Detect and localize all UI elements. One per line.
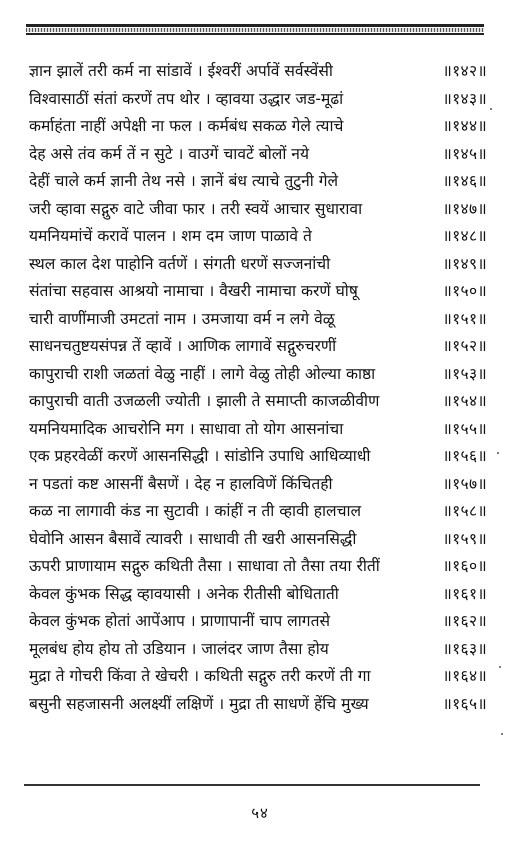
verse-text: जरी व्हावा सद्गुरु वाटे जीवा फार । तरी स्वयें आचार सुधारावा — [29, 199, 363, 218]
scan-speck — [490, 108, 492, 110]
verse-line — [29, 113, 487, 141]
footer-rule — [24, 784, 480, 786]
scan-speck — [501, 733, 503, 735]
verse-line — [29, 471, 487, 499]
verse-number: ॥१५३॥ — [442, 364, 487, 383]
verse-text: कर्माहंता नाहीं अपेक्षी ना फल । कर्मबंध सकळ गेले त्याचे — [29, 117, 344, 135]
verse-text: न पडतां कष्ट आसनीं बैसणें । देह न हालविणें किंचितही — [29, 474, 333, 493]
verse-text: देह असे तंव कर्म तें न सुटे । वाउगें चावटें बोलों नये — [29, 144, 310, 163]
verse-line — [29, 223, 487, 251]
verse-line — [29, 251, 487, 279]
verse-line — [29, 608, 487, 636]
verse-line — [29, 361, 487, 389]
verse-text: मूलबंध होय होय तो उडियान । जालंदर जाण तैसा होय — [29, 639, 329, 658]
verse-number: ॥१५२॥ — [442, 337, 487, 355]
verse-line — [29, 581, 487, 609]
verse-text: केवल कुंभक होतां आपेंआप । प्राणापानीं चाप लागतसे — [29, 612, 331, 630]
verse-text: विश्वासाठीं संतां करणें तप थोर । व्हावया उद्धार जड-मूढां — [29, 89, 344, 108]
verse-text: यमनियमादिक आचरोनि मग । साधावा तो योग आसनांचा — [29, 419, 344, 438]
scan-speck — [499, 666, 501, 668]
verse-line — [29, 278, 487, 306]
verse-number: ॥१६५॥ — [442, 694, 487, 713]
verse-number: ॥१४७॥ — [442, 199, 487, 218]
verse-text: केवल कुंभक सिद्ध व्हावयासी । अनेक रीतीसी बोधिताती — [29, 584, 339, 603]
verse-number: ॥१५७॥ — [442, 474, 487, 493]
verse-line — [29, 141, 487, 169]
verse-line — [29, 663, 487, 691]
verse-text: संतांचा सहवास आश्रयो नामाचा । वैखरी नामाचा करणें घोषू — [29, 282, 358, 300]
verse-line — [29, 388, 487, 416]
verse-number: ॥१४४॥ — [442, 117, 487, 135]
verse-number: ॥१५०॥ — [442, 282, 487, 300]
verse-line — [29, 306, 487, 334]
verse-list — [29, 58, 487, 718]
verse-line — [29, 196, 487, 224]
verse-number: ॥१४६॥ — [442, 172, 487, 190]
verse-line — [29, 58, 487, 86]
verse-number: ॥१४८॥ — [442, 227, 487, 245]
verse-line — [29, 498, 487, 526]
verse-number: ॥१५५॥ — [442, 419, 487, 438]
verse-line — [29, 86, 487, 114]
verse-text: यमनियमांचें करावें पालन । शम दम जाण पाळावे ते — [29, 227, 312, 245]
verse-text: कापुराची वाती उजळली ज्योती । झाली ते समाप्ती काजळीवीण — [29, 392, 380, 410]
verse-number: ॥१५६॥ — [442, 447, 487, 465]
verse-line — [29, 333, 487, 361]
verse-line — [29, 443, 487, 471]
verse-number: ॥१४३॥ — [442, 89, 487, 108]
verse-line — [29, 416, 487, 444]
verse-line — [29, 553, 487, 581]
verse-text: चारी वाणींमाजी उमटतां नाम । उमजाया वर्म न लगे वेळू — [29, 309, 335, 328]
verse-number: ॥१४९॥ — [442, 254, 487, 273]
verse-text: स्थल काल देश पाहोनि वर्तणें । संगती धरणें सज्जनांची — [29, 254, 331, 273]
verse-text: ऊपरी प्राणायाम सद्गुरु कथिती तैसा । साधावा तो तैसा तया रीतीं — [29, 557, 380, 575]
verse-text: कळ ना लागावी कंड ना सुटावी । कांहीं न ती व्हावी हालचाल — [29, 502, 362, 520]
verse-line — [29, 526, 487, 554]
verse-number: ॥१६२॥ — [442, 612, 487, 630]
verse-text: साधनचतुष्टयसंपन्न तें व्हावें । आणिक लागावें सद्गुरुचरणीं — [29, 337, 337, 355]
verse-line — [29, 691, 487, 719]
verse-text: घेवोनि आसन बैसावें त्यावरी । साधावी ती खरी आसनसिद्धी — [29, 529, 357, 548]
verse-text: देहीं चाले कर्म ज्ञानी तेथ नसे । ज्ञानें बंध त्याचे तुटुनी गेले — [29, 172, 339, 190]
verse-number: ॥१६१॥ — [442, 584, 487, 603]
verse-line — [29, 636, 487, 664]
verse-number: ॥१६०॥ — [442, 557, 487, 575]
scan-speck — [497, 452, 499, 454]
verse-number: ॥१५८॥ — [442, 502, 487, 520]
verse-text: मुद्रा ते गोचरी किंवा ते खेचरी । कथिती सद्गुरु तरी करणें ती गा — [29, 667, 371, 685]
verse-number: ॥१५४॥ — [442, 392, 487, 410]
page-number: ५४ — [251, 804, 269, 822]
top-border-rule — [26, 24, 484, 35]
verse-text: ज्ञान झालें तरी कर्म ना सांडावें । ईश्वरीं अर्पावें सर्वस्वेंसी — [29, 62, 333, 80]
verse-text: एक प्रहरवेळीं करणें आसनसिद्धी । सांडोनि उपाधि आधिव्याधी — [29, 447, 371, 465]
verse-number: ॥१६३॥ — [442, 639, 487, 658]
verse-number: ॥१४२॥ — [442, 62, 487, 80]
verse-text: कापुराची राशी जळतां वेळु नाहीं । लागे वेळु तोही ओल्या काष्ठा — [29, 364, 376, 383]
verse-number: ॥१५९॥ — [442, 529, 487, 548]
verse-number: ॥१६४॥ — [442, 667, 487, 685]
verse-text: बसुनी सहजासनी अलक्ष्यीं लक्षिणें । मुद्रा ती साधणें हेंचि मुख्य — [29, 694, 369, 713]
verse-number: ॥१५१॥ — [442, 309, 487, 328]
verse-line — [29, 168, 487, 196]
verse-number: ॥१४५॥ — [442, 144, 487, 163]
